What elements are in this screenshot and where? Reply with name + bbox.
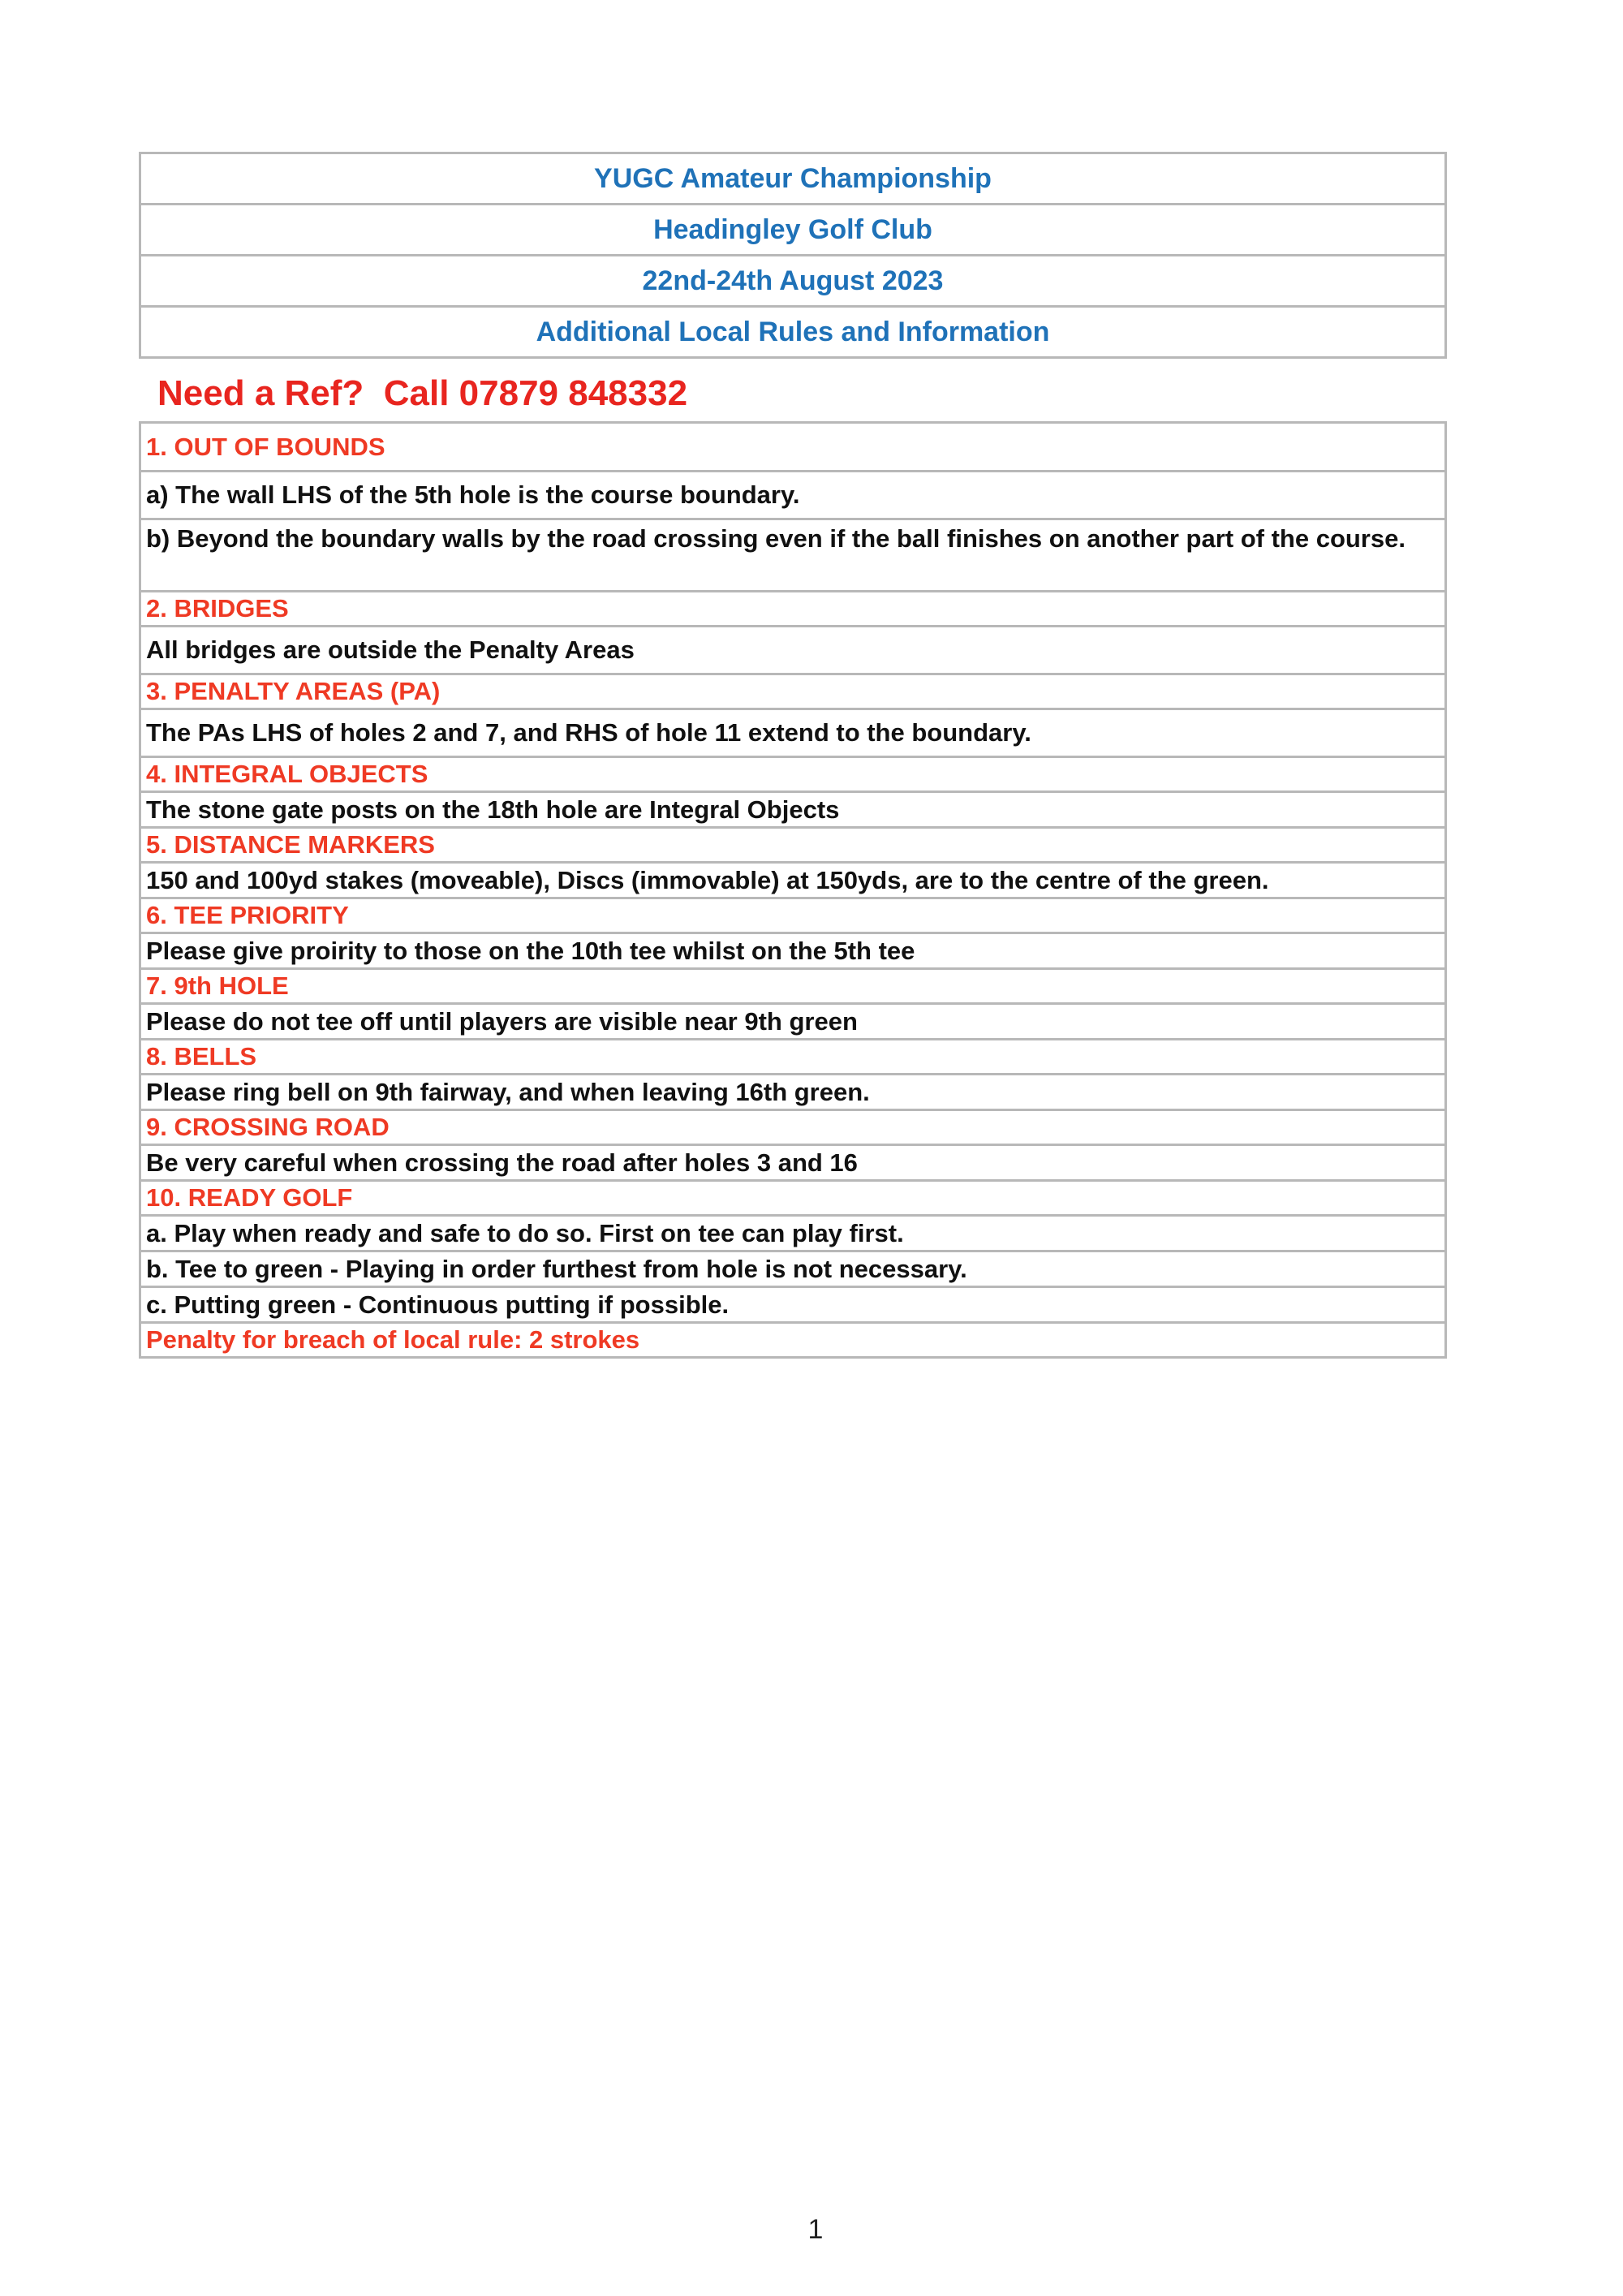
rule-heading: 6. TEE PRIORITY [140,898,1446,933]
rule-text: The PAs LHS of holes 2 and 7, and RHS of hole 11 extend to the boundary. [140,709,1446,757]
rule-text: The stone gate posts on the 18th hole are Integral Objects [140,792,1446,828]
rule-heading-row [140,898,1446,933]
rule-text: All bridges are outside the Penalty Areas [140,627,1446,674]
rule-text-row [140,1251,1446,1287]
rule-heading-row [140,1040,1446,1075]
rule-text-row [140,933,1446,969]
document-subtitle: Additional Local Rules and Information [140,307,1446,358]
rule-text: a. Play when ready and safe to do so. First on tee can play first. [140,1216,1446,1251]
rule-text-row [140,1004,1446,1040]
event-title: YUGC Amateur Championship [140,153,1446,205]
rule-text-row [140,1145,1446,1181]
rule-heading: 8. BELLS [140,1040,1446,1075]
rule-text-row [140,709,1446,757]
rule-text-row [140,1075,1446,1110]
page-number: 1 [807,2214,824,2245]
rule-heading-row [140,1181,1446,1216]
rule-text: Please ring bell on 9th fairway, and when leaving 16th green. [140,1075,1446,1110]
local-rules-table [139,421,1447,1359]
rule-text-row [140,472,1446,519]
rule-heading-row [140,1110,1446,1145]
rule-heading-row [140,969,1446,1004]
rule-heading: 2. BRIDGES [140,592,1446,627]
rule-text: b) Beyond the boundary walls by the road crossing even if the ball finishes on another part of the course. [140,519,1446,592]
rule-heading: 1. OUT OF BOUNDS [140,423,1446,472]
rule-text-row [140,792,1446,828]
rule-heading-row [140,674,1446,709]
rule-text-row [140,1287,1446,1323]
rule-heading-row [140,828,1446,863]
rule-heading: 7. 9th HOLE [140,969,1446,1004]
event-dates: 22nd-24th August 2023 [140,256,1446,307]
rule-heading: 9. CROSSING ROAD [140,1110,1446,1145]
venue-name: Headingley Golf Club [140,205,1446,256]
rule-text: c. Putting green - Continuous putting if possible. [140,1287,1446,1323]
rule-text-row [140,627,1446,674]
rule-text-row [140,519,1446,592]
penalty-note: Penalty for breach of local rule: 2 strokes [140,1323,1446,1358]
rule-text: b. Tee to green - Playing in order furthest from hole is not necessary. [140,1251,1446,1287]
rule-text-row [140,863,1446,898]
rule-heading: 5. DISTANCE MARKERS [140,828,1446,863]
rule-text: 150 and 100yd stakes (moveable), Discs (immovable) at 150yds, are to the centre of the green. [140,863,1446,898]
rule-heading-row [140,423,1446,472]
rule-heading: 3. PENALTY AREAS (PA) [140,674,1446,709]
rule-text: Please give proirity to those on the 10th tee whilst on the 5th tee [140,933,1446,969]
rule-heading-row [140,757,1446,792]
header-table [139,152,1447,359]
rule-text: Be very careful when crossing the road after holes 3 and 16 [140,1145,1446,1181]
rule-heading-row [140,592,1446,627]
rule-text: a) The wall LHS of the 5th hole is the course boundary. [140,472,1446,519]
rule-text: Please do not tee off until players are visible near 9th green [140,1004,1446,1040]
penalty-note-row [140,1323,1446,1358]
rule-heading: 4. INTEGRAL OBJECTS [140,757,1446,792]
rule-text-row [140,1216,1446,1251]
referee-contact: Need a Ref? Call 07879 848332 [157,373,688,413]
rule-heading: 10. READY GOLF [140,1181,1446,1216]
